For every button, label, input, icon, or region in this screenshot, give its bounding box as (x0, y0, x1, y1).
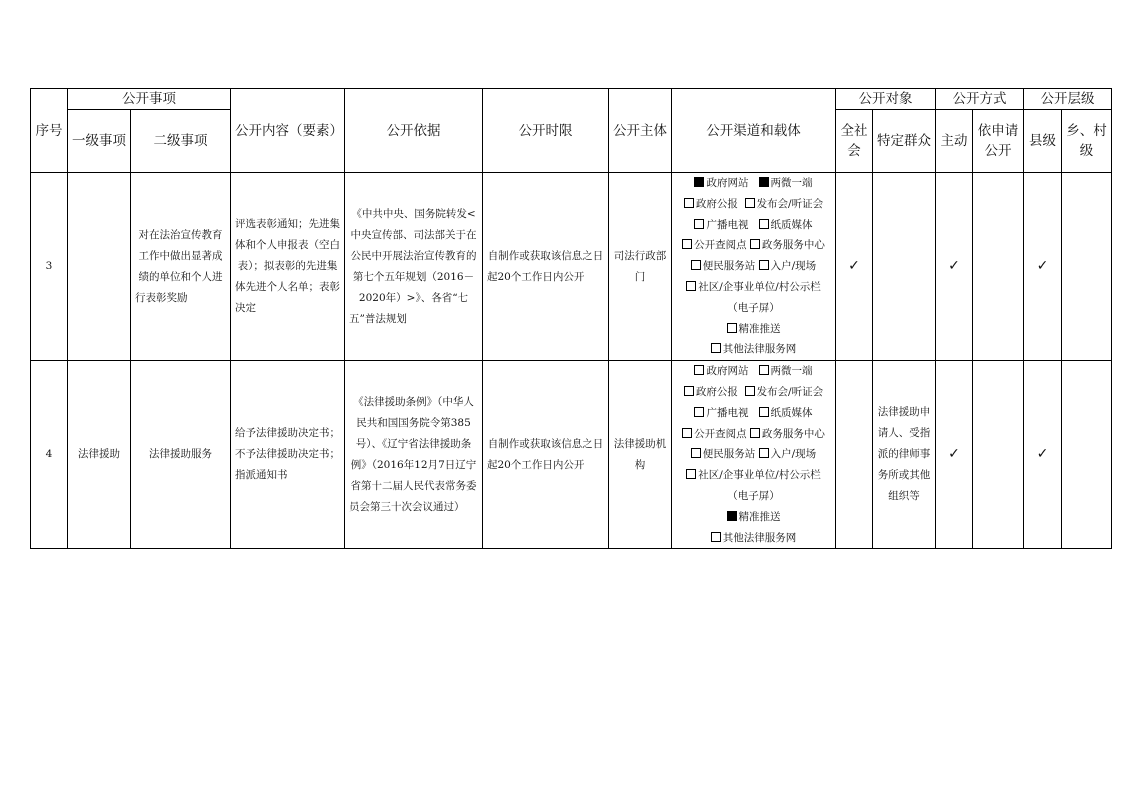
header-level1: 一级事项 (68, 110, 131, 173)
row-level-county: ✓ (1024, 173, 1062, 361)
row-method-active: ✓ (936, 361, 973, 549)
row-target-all (836, 361, 873, 549)
checkbox-icon (759, 448, 769, 458)
checkbox-icon (711, 343, 721, 353)
checkbox-icon (694, 219, 704, 229)
checkbox-icon (759, 407, 769, 417)
checked-box-icon (694, 177, 704, 187)
checkbox-icon (682, 428, 692, 438)
checkbox-icon (694, 365, 704, 375)
checkbox-icon (759, 260, 769, 270)
row-time-limit: 自制作或获取该信息之日起20个工作日内公开 (483, 361, 609, 549)
row-method-apply (973, 361, 1024, 549)
header-target-all: 全社会 (836, 110, 873, 173)
row-channels: 政府网站 两微一端 政府公报 发布会/听证会 广播电视 纸质媒体 公开查阅点 政务服务中心 便民服务站 入户/现场 社区/企事业单位/村公示栏（电子屏） 精准推送 其他法律服务网 (672, 361, 836, 549)
checkbox-icon (759, 219, 769, 229)
checkbox-icon (745, 386, 755, 396)
checkbox-icon (684, 386, 694, 396)
checkbox-icon (727, 323, 737, 333)
row-subject: 司法行政部门 (609, 173, 672, 361)
checkbox-icon (691, 448, 701, 458)
row-level2: 法律援助服务 (131, 361, 231, 549)
row-subject: 法律援助机构 (609, 361, 672, 549)
row-level-county: ✓ (1024, 361, 1062, 549)
row-basis: 《中共中央、国务院转发<中央宣传部、司法部关于在公民中开展法治宣传教育的第七个五年规划（2016－2020年）>》、各省“七五”普法规划 (345, 173, 483, 361)
row-level-town (1062, 173, 1112, 361)
disclosure-table (30, 88, 1112, 549)
checkbox-icon (694, 407, 704, 417)
checkbox-icon (682, 239, 692, 249)
row-time-limit: 自制作或获取该信息之日起20个工作日内公开 (483, 173, 609, 361)
row-seq: 3 (31, 173, 68, 361)
header-target-group: 公开对象 (836, 89, 936, 110)
checkbox-icon (711, 532, 721, 542)
row-level1 (68, 173, 131, 361)
checkbox-icon (750, 239, 760, 249)
row-target-specific: 法律援助申请人、受指派的律师事务所或其他组织等 (873, 361, 936, 549)
row-channels: 政府网站 两微一端 政府公报 发布会/听证会 广播电视 纸质媒体 公开查阅点 政务服务中心 便民服务站 入户/现场 社区/企事业单位/村公示栏（电子屏） 精准推送 其他法律服务网 (672, 173, 836, 361)
row-content: 给予法律援助决定书；不予法律援助决定书；指派通知书 (231, 361, 345, 549)
row-content: 评选表彰通知；先进集体和个人申报表（空白表）；拟表彰的先进集体先进个人名单；表彰决定 (231, 173, 345, 361)
header-seq: 序号 (31, 89, 68, 173)
checkbox-icon (684, 198, 694, 208)
header-channel: 公开渠道和载体 (672, 89, 836, 173)
header-target-specific: 特定群众 (873, 110, 936, 173)
row-target-specific (873, 173, 936, 361)
checked-box-icon (759, 177, 769, 187)
header-content: 公开内容（要素） (231, 89, 345, 173)
header-level-town: 乡、村级 (1062, 110, 1112, 173)
header-method-active: 主动 (936, 110, 973, 173)
table-row (31, 173, 1112, 361)
header-level-group: 公开层级 (1024, 89, 1112, 110)
row-level1: 法律援助 (68, 361, 131, 549)
checkbox-icon (686, 469, 696, 479)
header-method-apply: 依申请公开 (973, 110, 1024, 173)
checkbox-icon (745, 198, 755, 208)
row-basis: 《法律援助条例》（中华人民共和国国务院令第385号）、《辽宁省法律援助条例》（2016年12月7日辽宁省第十二届人民代表常务委员会第三十次会议通过） (345, 361, 483, 549)
checkbox-icon (750, 428, 760, 438)
table-row (31, 361, 1112, 549)
row-level2: 对在法治宣传教育工作中做出显著成绩的单位和个人进行表彰奖励 (131, 173, 231, 361)
header-subject: 公开主体 (609, 89, 672, 173)
header-basis: 公开依据 (345, 89, 483, 173)
row-target-all: ✓ (836, 173, 873, 361)
row-method-active: ✓ (936, 173, 973, 361)
header-method-group: 公开方式 (936, 89, 1024, 110)
header-time-limit: 公开时限 (483, 89, 609, 173)
header-level-county: 县级 (1024, 110, 1062, 173)
checkbox-icon (691, 260, 701, 270)
checkbox-icon (686, 281, 696, 291)
checkbox-icon (759, 365, 769, 375)
header-level2: 二级事项 (131, 110, 231, 173)
header-matters-group: 公开事项 (68, 89, 231, 110)
row-level-town (1062, 361, 1112, 549)
checked-box-icon (727, 511, 737, 521)
row-method-apply (973, 173, 1024, 361)
row-seq: 4 (31, 361, 68, 549)
